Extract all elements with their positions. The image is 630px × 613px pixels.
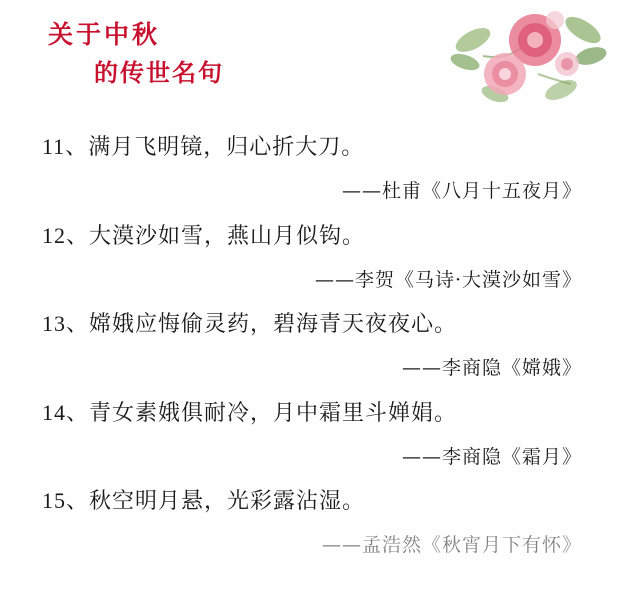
poem-attribution: ——孟浩然《秋宵月下有怀》	[321, 534, 582, 557]
document-header	[0, 0, 630, 112]
poem-number: 13、	[42, 311, 90, 337]
poem-attribution: ——李商隐《霜月》	[401, 445, 582, 468]
poem-number: 12、	[42, 222, 90, 248]
list-item	[42, 307, 600, 382]
poem-number: 11、	[42, 134, 89, 159]
list-item	[42, 396, 600, 471]
poem-attribution: ——杜甫《八月十五夜月》	[341, 180, 582, 202]
poem-text: 大漠沙如雪，燕山月似钩。	[89, 223, 366, 249]
list-item	[42, 484, 600, 559]
list-item	[42, 219, 600, 294]
page-title: 关于中秋	[48, 20, 161, 49]
poem-text: 秋空明月悬，光彩露沾湿。	[89, 489, 366, 515]
poem-number: 14、	[42, 399, 90, 425]
poem-line	[42, 484, 600, 518]
poem-attribution: ——李商隐《嫦娥》	[401, 357, 582, 380]
poem-list	[0, 130, 630, 559]
poem-line	[42, 307, 600, 341]
poem-text: 满月飞明镜，归心折大刀。	[88, 135, 365, 160]
poem-number: 15、	[42, 488, 90, 514]
poem-line	[42, 396, 600, 430]
page-subtitle: 的传世名句	[94, 58, 224, 87]
floral-watercolor-icon	[443, 4, 608, 112]
poem-text: 嫦娥应悔偷灵药，碧海青天夜夜心。	[89, 312, 458, 338]
poem-line	[42, 130, 600, 164]
list-item	[42, 130, 600, 205]
poem-line	[42, 219, 600, 253]
poem-text: 青女素娥俱耐冷，月中霜里斗婵娟。	[89, 400, 458, 426]
poem-attribution: ——李贺《马诗·大漠沙如雪》	[314, 268, 582, 291]
